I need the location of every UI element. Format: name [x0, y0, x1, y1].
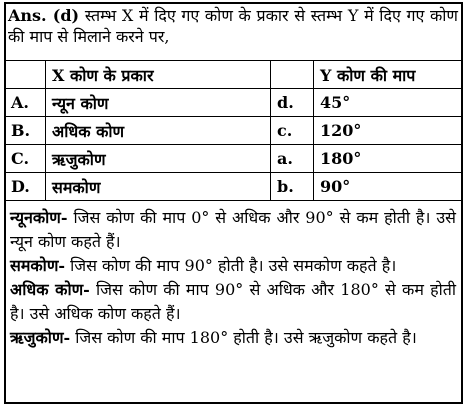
definition-term: समकोण- — [10, 256, 66, 275]
angle-measure: 120° — [314, 117, 463, 145]
table-row — [5, 145, 463, 173]
table-row — [5, 89, 463, 117]
angle-type: अधिक कोण — [46, 117, 271, 145]
answer-prefix: Ans. (d) — [8, 6, 80, 25]
measure-code: c. — [277, 121, 293, 140]
column-y-header: Y कोण की माप — [314, 61, 463, 89]
definition-text: जिस कोण की माप 90° से अधिक और 180° से कम होती है। उसे अधिक कोण कहते हैं। — [10, 280, 456, 323]
measure-code: a. — [277, 149, 293, 168]
angle-type: समकोण — [46, 173, 271, 201]
table-cell — [271, 61, 314, 89]
measure-code: b. — [277, 177, 294, 196]
definition-text: जिस कोण की माप 0° से अधिक और 90° से कम होती है। उसे न्यून कोण कहते हैं। — [10, 208, 456, 251]
angle-measure: 90° — [314, 173, 463, 201]
definition-paragraph — [10, 206, 456, 254]
definition-paragraph — [10, 278, 456, 326]
angle-type: ऋजुकोण — [46, 145, 271, 173]
angle-measure: 180° — [314, 145, 463, 173]
measure-code: d. — [277, 93, 294, 112]
table-header-row — [5, 61, 463, 89]
row-key: A. — [5, 89, 46, 117]
matching-table — [4, 60, 463, 201]
definitions — [10, 206, 456, 350]
answer-intro — [8, 5, 458, 47]
angle-type: न्यून कोण — [46, 89, 271, 117]
definition-text: जिस कोण की माप 180° होती है। उसे ऋजुकोण कहते है। — [70, 328, 417, 347]
definition-term: अधिक कोण- — [10, 280, 90, 299]
row-key: D. — [5, 173, 46, 201]
table-cell — [5, 61, 46, 89]
definition-text: जिस कोण की माप 90° होती है। उसे समकोण कहते है। — [65, 256, 397, 275]
definition-paragraph — [10, 326, 456, 350]
definition-term: ऋजुकोण- — [10, 328, 71, 347]
column-x-header: X कोण के प्रकार — [46, 61, 271, 89]
definition-paragraph — [10, 254, 456, 278]
row-key: B. — [5, 117, 46, 145]
answer-text: स्तम्भ X में दिए गए कोण के प्रकार से स्तम्भ Y में दिए गए कोण की माप से मिलाने करने पर, — [8, 6, 459, 46]
table-row — [5, 173, 463, 201]
definition-term: न्यूनकोण- — [10, 208, 68, 227]
row-key: C. — [5, 145, 46, 173]
angle-measure: 45° — [314, 89, 463, 117]
table-row — [5, 117, 463, 145]
